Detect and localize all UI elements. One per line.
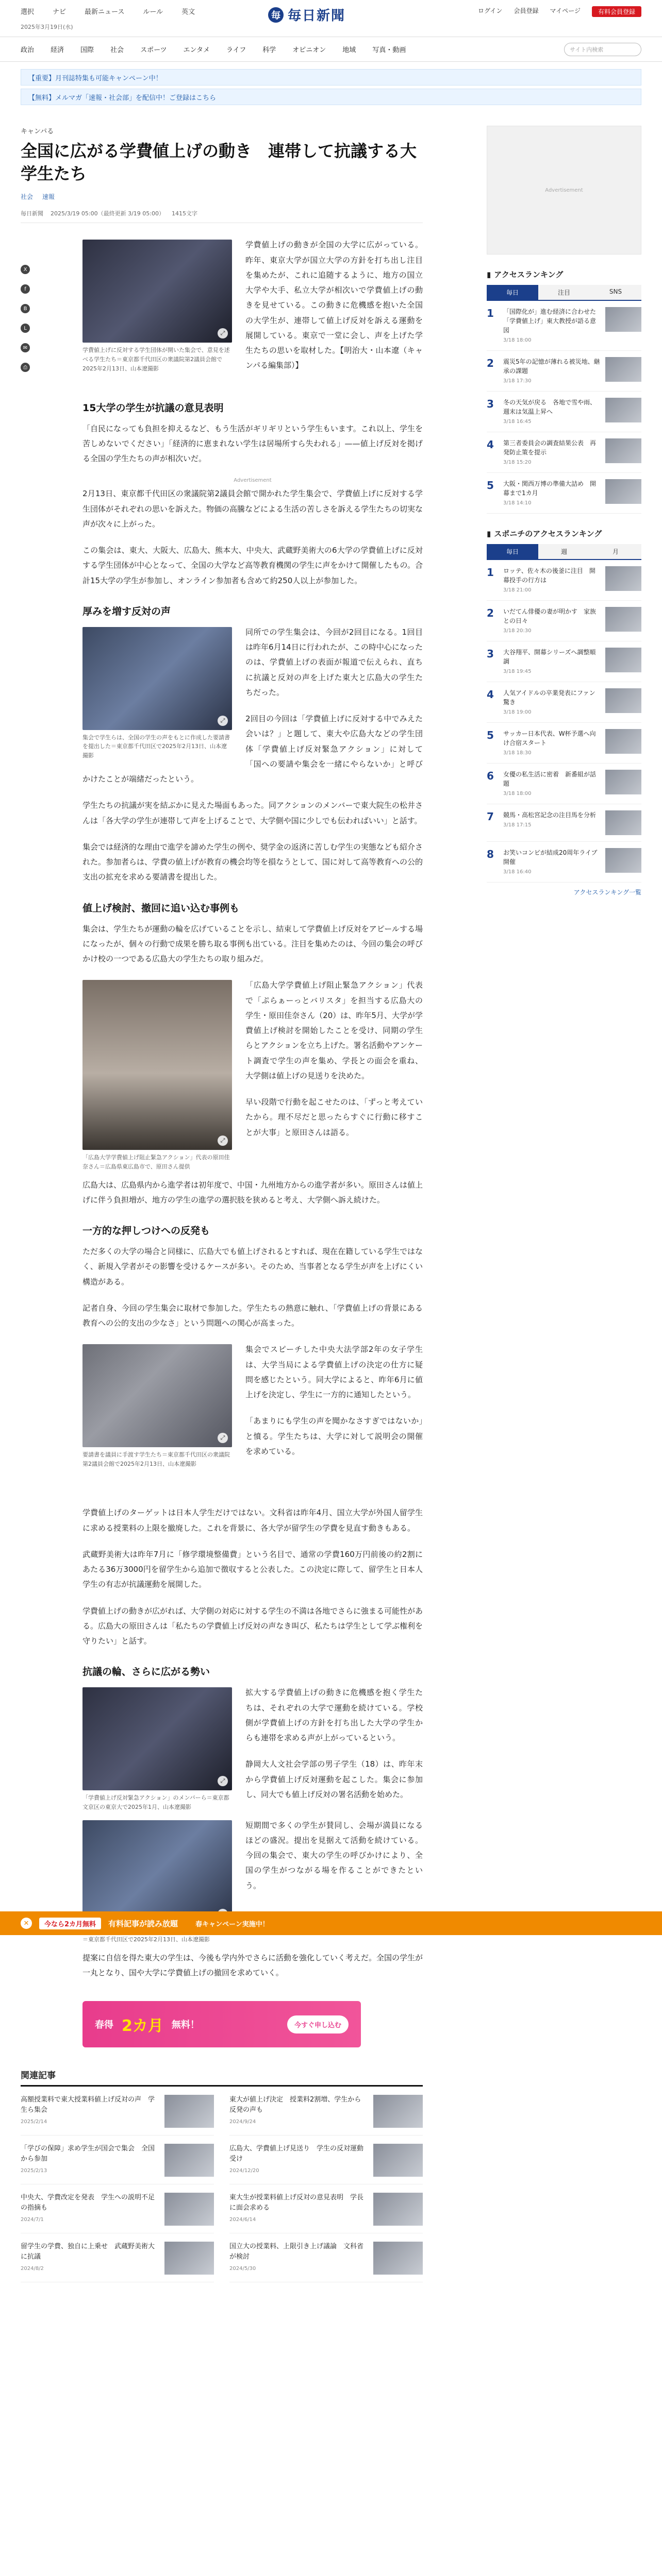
campaign-cta[interactable]: 春キャンペーン実施中！	[195, 1920, 269, 1928]
article-headline: 全国に広がる学費値上げの動き 連帯して抗議する大学生たち	[21, 141, 417, 184]
ranking-thumbnail	[605, 438, 641, 463]
logo-text: 毎日新聞	[288, 8, 346, 24]
top-nav-item[interactable]: 選択	[21, 8, 35, 16]
ranking-item-date: 3/18 21:00	[503, 587, 532, 593]
notice-bar[interactable]: 【無料】メルマガ「速報・社会部」を配信中！ご登録はこちら	[21, 89, 641, 105]
photo-caption: 学費値上げに反対する学生団体が開いた集会で、意見を述べる学生たち＝東京都千代田区の衆議院第2議員会館で2025年2月13日、山本遼撮影	[82, 347, 230, 372]
photo-image[interactable]	[82, 240, 232, 343]
article-paragraph: 広島大は、広島県内から進学者は初年度で、中国・九州地方からの進学者が多い。原田さんは値上げに伴う負担増が、地方の学生の進学の選択肢を狭めると考え、大学側へ訴え続けた。	[82, 1180, 423, 1205]
ranking-item[interactable]	[487, 301, 641, 351]
ranking-item[interactable]	[487, 682, 641, 723]
campaign-banner[interactable]	[0, 1911, 662, 1935]
share-buttons	[21, 265, 30, 372]
related-thumbnail	[373, 2193, 423, 2226]
article-timestamp: 2025/3/19 05:00（最終更新 3/19 05:00）	[51, 210, 164, 217]
ranking-item[interactable]	[487, 473, 641, 514]
article-tags	[21, 192, 423, 201]
category-item[interactable]: 国際	[80, 46, 94, 54]
related-item-date: 2025/2/14	[21, 2119, 47, 2125]
related-item-title: 国立大の授業料、上限引き上げ議論 文科省が検討	[229, 2243, 364, 2261]
related-thumbnail	[373, 2242, 423, 2275]
ranking-item-title: 大阪・関西万博の準備大詰め 開幕まで1カ月	[503, 480, 597, 497]
photo-image[interactable]	[82, 1344, 232, 1447]
ranking-thumbnail	[605, 357, 641, 382]
register-link[interactable]: 会員登録	[514, 7, 539, 14]
related-item-date: 2024/9/24	[229, 2119, 256, 2125]
photo-caption: 「学費値上げ反対緊急アクション」のメンバーら＝東京都文京区の東京大で2025年1月、山本遼撮影	[82, 1794, 229, 1811]
ranking-item-title: 人気アイドルの卒業発表にファン驚き	[503, 689, 595, 706]
ad-label: Advertisement	[545, 187, 583, 193]
article-paragraph: 提案に自信を得た東大の学生は、今後も学内外でさらに活動を強化していく考えだ。全国の学生が一丸となり、国や大学に学費値上げの撤回を求めていく。	[82, 1953, 423, 1978]
related-item[interactable]	[21, 2095, 214, 2136]
article-paragraph: 集会は、学生たちが運動の輪を広げていることを示し、結束して学費値上げ反対をアピールする場になったが、個々の行動で成果を勝ち取る事例も出ている。注目を集めたのは、今回の集会の呼びかけ校の一つである広島大の学生たちの取り組みだ。	[82, 924, 423, 964]
related-item-title: 中央大、学費改定を発表 学生への説明不足の指摘も	[21, 2194, 155, 2212]
article-photo	[82, 627, 232, 760]
article-paragraph: 短期間で多くの学生が賛同し、会場が満員になるほどの盛況。提出を見据えて活動を続けている。今回の集会で、東大の学生の呼びかけにより、全国の学生がつながる場を作ることができたという。	[245, 1820, 423, 1890]
article-paragraph: 「広島大学学費値上げ阻止緊急アクション」代表で「ぷらぁーっとバリスタ」を担当する広島大の学生・原田佳奈さん（20）は、昨年5月、大学が学費値上げ検討を開始したことを受け、同期の学生らとアクションを立ち上げた。署名活動やアンケート調査で学生の声を集め、学長との面会を重ね、大学側は値上げの見送りを決めた。	[245, 980, 423, 1080]
related-item-title: 東大生が授業料値上げ反対の意見表明 学長に面会求める	[229, 2194, 364, 2212]
article-paragraph: 拡大する学費値上げの動きに危機感を抱く学生たちは、それぞれの大学で運動を続けている。学校側が学費値上げの方針を打ち出した大学の学生からも連帯を求める声が上がっているという。	[245, 1688, 423, 1743]
article-paragraph: 早い段階で行動を起こせたのは、「ずっと考えていたから。理不尽だと思ったらすぐに行動に移すことが大事」と原田さんは語る。	[245, 1097, 423, 1137]
category-item[interactable]: スポーツ	[140, 46, 167, 54]
zoom-icon[interactable]: ⤢	[218, 328, 228, 338]
article-tag[interactable]: 速報	[42, 193, 55, 201]
ranking-item[interactable]	[487, 351, 641, 392]
ranking-item[interactable]	[487, 560, 641, 601]
ranking-item[interactable]	[487, 601, 641, 641]
sports-ranking-list	[487, 560, 641, 883]
ranking-tab[interactable]: 週	[538, 544, 590, 559]
related-item-title: 高額授業料で東大授業料値上げ反対の声 学生ら集会	[21, 2096, 155, 2114]
sports-ranking-title	[487, 528, 641, 539]
ranking-item-title: 冬の天気が戻る 各地で雪や雨、週末は気温上昇へ	[503, 399, 597, 415]
top-nav	[21, 6, 195, 16]
ranking-item-date: 3/18 14:10	[503, 500, 532, 506]
ranking-item-date: 3/18 20:30	[503, 628, 532, 634]
print-icon[interactable]: ⎙	[21, 363, 30, 372]
ranking-number: 7	[487, 810, 494, 823]
page-body	[0, 126, 662, 2282]
photo-caption: 「広島大学学費値上げ阻止緊急アクション」代表の原田佳奈さん＝広島県東広島市で、原田さん提供	[82, 1154, 230, 1170]
promo-text: 無料！	[171, 2020, 200, 2031]
related-item-date: 2024/8/2	[21, 2265, 44, 2272]
ranking-item-date: 3/18 17:15	[503, 822, 532, 828]
ranking-item[interactable]	[487, 641, 641, 682]
related-thumbnail	[164, 2242, 214, 2275]
section-heading: 抗議の輪、さらに広がる勢い	[82, 1666, 210, 1678]
ranking-item-title: 震災5年の記憶が薄れる被災地、継承の課題	[503, 358, 600, 375]
ranking-item-title: 「国際化が」進む経済に合わせた「学費値上げ」東大教授が語る意図	[503, 308, 597, 334]
sidebar-ad[interactable]	[487, 126, 641, 255]
ranking-item-date: 3/18 16:40	[503, 869, 532, 875]
ranking-tab[interactable]: 月	[590, 544, 641, 559]
search-input[interactable]	[564, 43, 641, 56]
ranking-thumbnail	[605, 307, 641, 332]
article-paragraph: 集会では経済的な理由で進学を諦めた学生の例や、奨学金の返済に苦しむ学生の実態なども紹介された。参加者らは、学費の値上げが教育の機会均等を損なうとして、国に対して高等教育への公的支出の拡充を求める要請書を提出した。	[82, 842, 423, 882]
x-share-icon[interactable]: X	[21, 265, 30, 274]
related-title: 関連記事	[21, 2068, 423, 2087]
sports-ranking-title-text: スポニチのアクセスランキング	[494, 529, 602, 538]
related-item-title: 留学生の学費、独自に上乗せ 武蔵野美術大に抗議	[21, 2243, 155, 2261]
ranking-number: 1	[487, 307, 494, 319]
ranking-item[interactable]	[487, 432, 641, 473]
ranking-thumbnail	[605, 607, 641, 632]
promo-highlight: 2カ月	[122, 2017, 163, 2036]
ranking-number: 4	[487, 688, 494, 701]
ranking-item-date: 3/18 18:00	[503, 791, 532, 796]
section-heading: 15大学の学生が抗議の意見表明	[82, 402, 224, 414]
article-paragraph: 2月13日、東京都千代田区の衆議院第2議員会館で開かれた学生集会で、学費値上げに反対する学生団体がそれぞれの思いを訴えた。物価の高騰などによる生活の苦しさを訴える学生たちの切実な声が次々に上がった。	[82, 489, 423, 529]
related-item-date: 2024/6/14	[229, 2216, 256, 2223]
related-item[interactable]	[229, 2144, 423, 2184]
photo-caption: 集会で学生らは、全国の学生の声をもとに作成した要請書を提出した＝東京都千代田区で2025年2月13日、山本遼撮影	[82, 734, 230, 759]
ranking-item-title: お笑いコンビが結成20周年ライブ開催	[503, 849, 598, 866]
article	[21, 126, 423, 2282]
sports-ranking-tabs	[487, 544, 641, 560]
related-thumbnail	[373, 2095, 423, 2128]
article-kicker[interactable]: キャンパる	[21, 128, 54, 135]
campaign-text: 有料記事が読み放題	[108, 1919, 178, 1928]
access-ranking-tabs	[487, 285, 641, 301]
zoom-icon[interactable]: ⤢	[218, 1776, 228, 1786]
article-paragraph: 「自民になっても負担を抑えるなど、もう生活がギリギリという学生もいます。これ以上、学生を苦しめないでください」「経済的に恵まれない学生は居場所すら失われる」——値上げ反対を掲げる全国の学生たちの声が相次いだ。	[82, 423, 423, 464]
ranking-tab[interactable]: SNS	[590, 285, 641, 300]
ranking-icon: ▮	[487, 269, 491, 279]
article-paragraph: 武蔵野美術大は昨年7月に「修学環境整備費」という名目で、通常の学費160万円前後の約2割にあたる36万3000円を留学生から追加で徴収すると公表した。この決定に際して、留学生と日本人学生の有志が抗議運動を展開した。	[82, 1549, 423, 1589]
category-item[interactable]: エンタメ	[183, 46, 210, 54]
ranking-item-date: 3/18 18:00	[503, 337, 532, 343]
ranking-thumbnail	[605, 566, 641, 591]
ranking-tab[interactable]: 注目	[538, 285, 590, 300]
access-ranking-list	[487, 301, 641, 514]
promo-label: 春得	[95, 2020, 113, 2031]
ranking-thumbnail	[605, 398, 641, 422]
ranking-thumbnail	[605, 479, 641, 504]
article-paragraph: 集会でスピーチした中央大法学部2年の女子学生は、大学当局による学費値上げの決定の仕方に疑問を感じたという。同大学によると、昨年6月に値上げを決定し、学生に一方的に通知したという。	[245, 1345, 423, 1399]
ranking-item-date: 3/18 18:30	[503, 750, 532, 756]
ranking-more-link[interactable]: アクセスランキング一覧	[573, 889, 641, 896]
logo-mark-icon: 毎	[268, 7, 284, 23]
ranking-item[interactable]	[487, 723, 641, 764]
ranking-item-title: 第三者委員会の調査結果公表 再発防止策を提示	[503, 439, 597, 456]
ranking-thumbnail	[605, 810, 641, 835]
campaign-badge: 今なら2カ月無料	[39, 1918, 101, 1929]
site-logo[interactable]	[268, 5, 345, 24]
article-source: 毎日新聞	[21, 210, 43, 217]
related-item-date: 2025/2/13	[21, 2167, 47, 2174]
ranking-item-title: ロッテ、佐々木の後釜に注目 開幕投手の行方は	[503, 567, 595, 584]
category-item[interactable]: オピニオン	[292, 46, 326, 54]
article-tag[interactable]: 社会	[21, 193, 34, 201]
related-thumbnail	[164, 2095, 214, 2128]
article-paragraph: 学生たちの抗議が実を結ぶかに見えた場面もあった。同アクションのメンバーで東大院生の松井さんは「各大学の学生が連帯して声を上げることで、大学側や国に少しでも伝わればいい」と話す。	[82, 801, 423, 825]
ranking-item-title: サッカー日本代表、W杯予選へ向け合宿スタート	[503, 730, 596, 747]
ranking-item-date: 3/18 16:45	[503, 419, 532, 425]
article-paragraph: 学費値上げのターゲットは日本人学生だけではない。文科省は昨年4月、国立大学が外国人留学生に求める授業料の上限を撤廃した。これを背景に、各大学が留学生の学費を見直す動きもある。	[82, 1508, 423, 1533]
top-nav-item[interactable]: 英文	[181, 8, 195, 16]
top-nav-item[interactable]: ルール	[143, 8, 163, 16]
ranking-item[interactable]	[487, 764, 641, 804]
ranking-icon: ▮	[487, 529, 491, 538]
subscription-promo[interactable]	[82, 2001, 361, 2047]
related-item-date: 2024/5/30	[229, 2265, 256, 2272]
category-nav	[0, 37, 662, 62]
ranking-thumbnail	[605, 848, 641, 873]
section-heading: 一方的な押しつけへの反発も	[82, 1225, 210, 1236]
article-paragraph: ただ多くの大学の場合と同様に、広島大でも値上げされるとすれば、現在在籍している学生ではなく、新規入学者がその影響を受けるケースが多い。そのため、当事者となる学生が声を上げにくい構造がある。	[82, 1247, 423, 1286]
ranking-item-title: 大谷翔平、開幕シリーズへ調整順調	[503, 649, 596, 665]
article-paragraph: 学費値上げの動きが広がれば、大学側の対応に対する学生の不満は各地でさらに強まる可能性がある。広島大の原田さんは「私たちの学費値上げ反対の声なき叫び、私たちは学生として学ぶ権利を守りたい」と話す。	[82, 1606, 423, 1646]
photo-image[interactable]	[82, 980, 232, 1150]
ranking-thumbnail	[605, 688, 641, 713]
ranking-item-title: 競馬・高松宮記念の注目馬を分析	[503, 811, 597, 819]
ranking-number: 6	[487, 770, 494, 782]
category-item[interactable]: 経済	[51, 46, 64, 54]
article-paragraph: 2回目の今回は「学費値上げに反対する中でみえた会いは？」と題して、東大や広島大などの学生団体「学費値上げ反対緊急アクション」に対して「国への要請や集会を一緒にやらないか」と呼びかけたことが端緒だったという。	[82, 714, 423, 784]
ranking-thumbnail	[605, 648, 641, 672]
category-item[interactable]: 地域	[342, 46, 356, 54]
ranking-number: 3	[487, 398, 494, 410]
login-link[interactable]: ログイン	[478, 7, 503, 14]
related-articles	[21, 2068, 423, 2282]
article-body	[82, 238, 423, 1980]
ranking-number: 2	[487, 607, 494, 619]
zoom-icon[interactable]: ⤢	[218, 1136, 228, 1146]
ranking-item-title: いだてん俳優の妻が明かす 家族との日々	[503, 608, 597, 624]
article-paragraph: 学費値上げの動きが全国の大学に広がっている。昨年、東京大学が国立大学の方針を打ち出し注目を集めたが、これに追随するように、地方の国立大学や大手、私立大学が相次いで学費値上げの動きを見せている。この動きに危機感を抱いた全国の大学生が、連帯して値上げ反対を訴える運動を展開している。東京で一堂に会し、声を上げた学生たちの思いを取材した。【明治大・山本遼（キャンパる編集部）】	[245, 240, 423, 370]
ranking-item-title: 女優の私生活に密着 新番組が話題	[503, 771, 597, 787]
section-heading: 厚みを増す反対の声	[82, 605, 171, 617]
zoom-icon[interactable]: ⤢	[218, 1433, 228, 1443]
related-item-title: 広島大、学費値上げ見送り 学生の反対運動受け	[229, 2145, 364, 2163]
article-photo	[82, 980, 232, 1171]
subscribe-button[interactable]: 有料会員登録	[592, 6, 641, 17]
zoom-icon[interactable]: ⤢	[218, 716, 228, 726]
mypage-link[interactable]: マイページ	[550, 7, 581, 14]
photo-caption: 要請書を議員に手渡す学生たち＝東京都千代田区の衆議院第2議員会館で2025年2月13日、山本遼撮影	[82, 1451, 230, 1467]
related-item-title: 「学びの保障」求め学生が国会で集会 全国から参加	[21, 2145, 155, 2163]
ranking-number: 8	[487, 848, 494, 860]
ranking-thumbnail	[605, 729, 641, 754]
category-item[interactable]: 科学	[262, 46, 276, 54]
ranking-item[interactable]	[487, 842, 641, 883]
ranking-number: 5	[487, 479, 494, 492]
related-item[interactable]	[229, 2242, 423, 2282]
article-paragraph: 記者自身、今回の学生集会に取材で参加した。学生たちの熱意に触れ、「学費値上げの背景にある教育への公的支出の少なさ」という問題への関心が高まった。	[82, 1303, 423, 1328]
ranking-tab[interactable]: 毎日	[487, 285, 538, 300]
photo-image[interactable]	[82, 1687, 232, 1790]
ranking-item-date: 3/18 17:30	[503, 378, 532, 384]
article-length: 1415文字	[172, 210, 197, 217]
section-heading: 値上げ検討、撤回に追い込む事例も	[82, 902, 240, 914]
related-item[interactable]	[229, 2095, 423, 2136]
related-item[interactable]	[21, 2193, 214, 2233]
notice-bar[interactable]: 【重要】月刊誌特集も可能キャンペーン中！	[21, 69, 641, 86]
related-item[interactable]	[21, 2242, 214, 2282]
article-paragraph: この集会は、東大、大阪大、広島大、熊本大、中央大、武蔵野美術大の6大学の学費値上げに反対する学生団体が中心となって、全国の大学など高等教育機関の学生に声をかけて開催したもの。合計15大学の学生が参加し、オンライン参加者も含めて約250人以上が参加した。	[82, 546, 423, 585]
article-photo	[82, 1687, 232, 1811]
ranking-item-date: 3/18 19:00	[503, 709, 532, 715]
related-thumbnail	[373, 2144, 423, 2177]
photo-image[interactable]	[82, 1820, 232, 1923]
category-item[interactable]: 写真・動画	[372, 46, 406, 54]
ranking-number: 2	[487, 357, 494, 369]
article-photo	[82, 1344, 232, 1468]
ad-label: Advertisement	[234, 478, 272, 484]
ranking-number: 1	[487, 566, 494, 579]
top-nav-item[interactable]: 最新ニュース	[85, 8, 125, 16]
close-icon[interactable]: ✕	[21, 1918, 32, 1929]
ranking-number: 5	[487, 729, 494, 741]
category-item[interactable]: 政治	[21, 46, 35, 54]
line-share-icon[interactable]: L	[21, 324, 30, 333]
ranking-thumbnail	[605, 770, 641, 794]
category-item[interactable]: ライフ	[226, 46, 246, 54]
photo-image[interactable]	[82, 627, 232, 730]
sidebar	[487, 126, 641, 2282]
ranking-item-date: 3/18 19:45	[503, 669, 532, 674]
photo-caption: ＝東京都千代田区で2025年2月13日、山本遼撮影	[82, 1936, 210, 1943]
ranking-item[interactable]	[487, 392, 641, 432]
ranking-item[interactable]	[487, 804, 641, 842]
ranking-number: 3	[487, 648, 494, 660]
ranking-tab[interactable]: 毎日	[487, 544, 538, 559]
article-paragraph: 同所での学生集会は、今回が2回目になる。1回目は昨年6月14日に行われたが、この時中心になったのは、学費値上げの表面が報道で伝えられ、直ちに抗議と反対の声を上げた東大と広島大の学生たちだった。	[245, 627, 423, 697]
related-item-date: 2024/12/20	[229, 2167, 259, 2174]
facebook-share-icon[interactable]: f	[21, 284, 30, 294]
related-item[interactable]	[229, 2193, 423, 2233]
related-item-date: 2024/7/1	[21, 2216, 44, 2223]
related-thumbnail	[164, 2144, 214, 2177]
related-item-title: 東大が値上げ決定 授業料2割増、学生から反発の声も	[229, 2096, 361, 2114]
top-bar	[0, 0, 662, 37]
header-date: 2025年3月19日(水)	[21, 24, 73, 30]
ranking-item-date: 3/18 15:20	[503, 460, 532, 465]
related-thumbnail	[164, 2193, 214, 2226]
hatena-share-icon[interactable]: B	[21, 304, 30, 313]
top-nav-item[interactable]: ナビ	[53, 8, 67, 16]
mail-share-icon[interactable]: ✉	[21, 343, 30, 352]
category-item[interactable]: 社会	[110, 46, 124, 54]
account-links	[478, 6, 641, 17]
related-item[interactable]	[21, 2144, 214, 2184]
article-paragraph: 静岡大人文社会学部の男子学生（18）は、昨年末から学費値上げ反対運動を起こした。集会に参加し、同大でも値上げ反対の署名活動を始めた。	[245, 1759, 423, 1799]
search-placeholder: サイト内検索	[570, 46, 604, 53]
access-ranking-title	[487, 269, 641, 280]
related-grid	[21, 2095, 423, 2282]
article-paragraph: 「あまりにも学生の声を聞かなさすぎではないか」と憤る。学生たちは、大学に対して説明会の開催を求めている。	[245, 1416, 423, 1456]
article-meta	[21, 209, 423, 223]
access-ranking-title-text: アクセスランキング	[494, 270, 564, 279]
ranking-number: 4	[487, 438, 494, 451]
article-photo	[82, 240, 232, 373]
promo-cta-button[interactable]: 今すぐ申し込む	[287, 2015, 349, 2033]
